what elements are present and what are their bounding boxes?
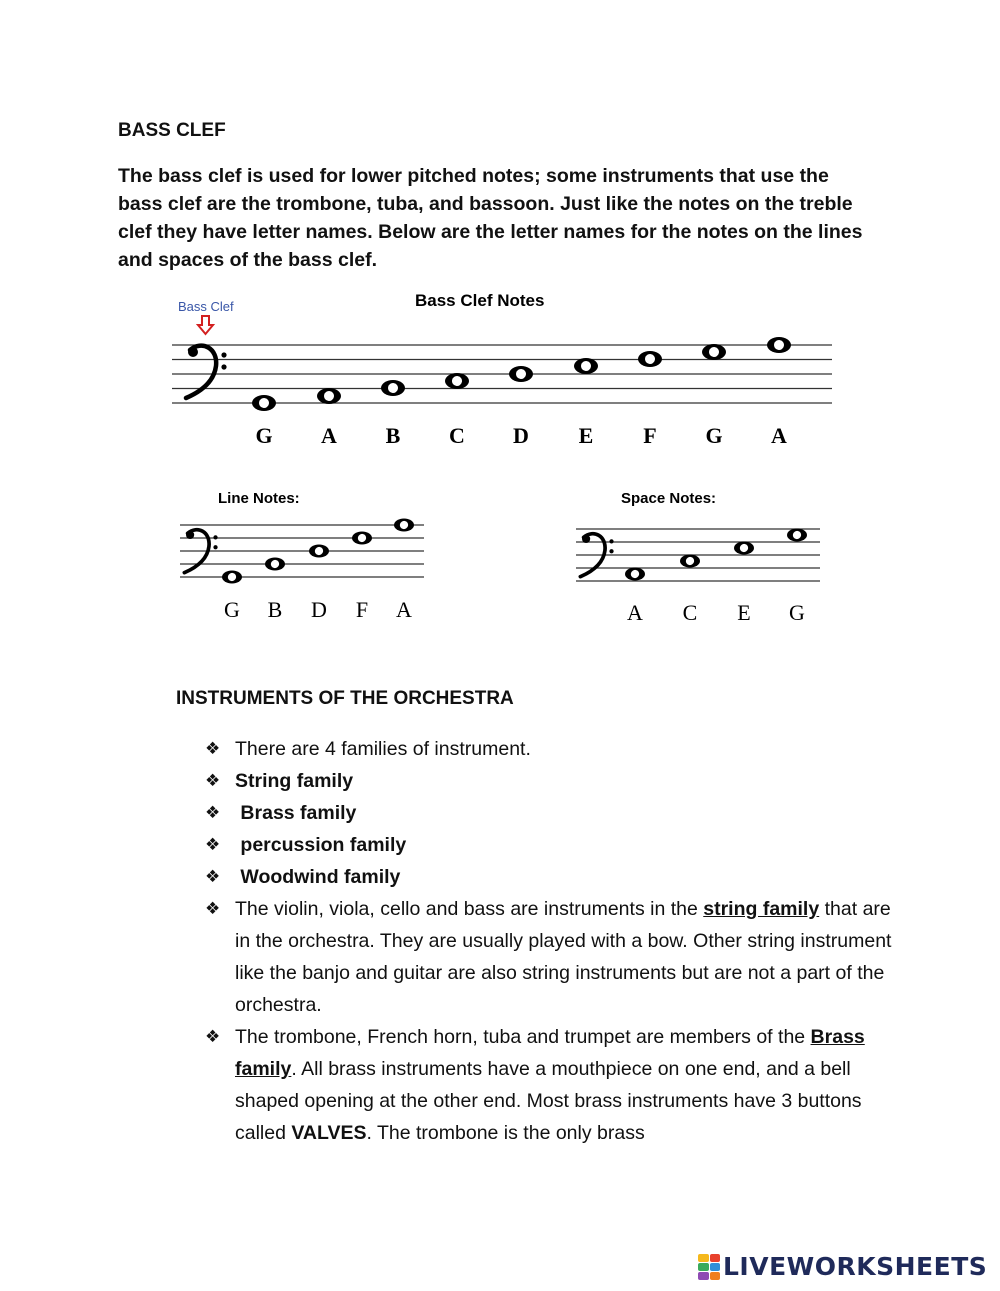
orchestra-heading: INSTRUMENTS OF THE ORCHESTRA — [176, 688, 514, 709]
list-item: ❖ There are 4 families of instrument. — [205, 733, 895, 765]
logo-blocks-icon — [698, 1254, 720, 1280]
orchestra-bullet-list — [205, 733, 895, 1149]
diamond-bullet-icon: ❖ — [205, 1027, 221, 1046]
whole-note-head — [574, 358, 598, 374]
main-note-letter: G — [705, 423, 723, 448]
liveworksheets-logo[interactable] — [698, 1252, 987, 1281]
whole-note-head — [317, 388, 341, 404]
space-note-letter: G — [789, 600, 805, 625]
list-item: ❖ The trombone, French horn, tuba and trumpet are members of the Brass family. All brass instruments have a mouthpiece on one end, and a bell shaped opening at the other end. Most brass instruments have 3 buttons called VALVES. The trombone is the only brass — [205, 1021, 895, 1149]
line-note-letter: A — [396, 597, 412, 622]
brass-family-term: Brass family — [235, 1026, 865, 1080]
bass-clef-icon — [186, 346, 227, 398]
line-note-letter: G — [224, 597, 240, 622]
diamond-bullet-icon: ❖ — [205, 739, 221, 758]
line-notes-title: Line Notes: — [218, 490, 300, 507]
list-item: ❖ The violin, viola, cello and bass are instruments in the string family that are in the orchestra. They are usually played with a bow. Other string instrument like the banjo and guitar are also string instruments but are not a part of the orchestra. — [205, 893, 895, 1021]
list-item: ❖ percussion family — [205, 829, 895, 861]
list-item: ❖ Brass family — [205, 797, 895, 829]
string-family-term: string family — [703, 898, 820, 920]
line-staff-lines — [180, 525, 424, 577]
main-note-letter: B — [385, 423, 401, 448]
space-note-letter: C — [682, 600, 698, 625]
whole-note-head — [734, 542, 754, 555]
intro-text: The bass clef is used for lower pitched notes; some instruments that use the bass clef are the trombone, tuba, and bassoon. Just like the notes on the treble clef they have letter names. Below are the letter names for the notes on the lines and spaces of the bass clef. — [118, 165, 863, 271]
list-item: ❖ String family — [205, 765, 895, 797]
diamond-bullet-icon: ❖ — [205, 835, 221, 854]
whole-note-head — [252, 395, 276, 411]
space-staff-lines — [576, 529, 820, 581]
main-note-letter: G — [255, 423, 273, 448]
valves-term: VALVES — [291, 1122, 367, 1144]
whole-note-head — [509, 366, 533, 382]
line-note-letter: F — [355, 597, 369, 622]
clef-label: Bass Clef — [178, 299, 234, 314]
list-item: ❖ Woodwind family — [205, 861, 895, 893]
diamond-bullet-icon: ❖ — [205, 867, 221, 886]
whole-note-head — [265, 558, 285, 571]
figure-title: Bass Clef Notes — [415, 291, 545, 310]
red-arrow-icon — [198, 316, 213, 334]
whole-note-head — [767, 337, 791, 353]
section-heading-bass-clef: BASS CLEF — [118, 120, 226, 141]
whole-note-head — [394, 519, 414, 532]
main-note-letter: E — [578, 423, 594, 448]
whole-note-head — [352, 532, 372, 545]
main-note-letter: A — [771, 423, 787, 448]
whole-note-head — [445, 373, 469, 389]
whole-note-head — [625, 568, 645, 581]
whole-note-head — [680, 555, 700, 568]
space-note-letter: A — [627, 600, 643, 625]
diamond-bullet-icon: ❖ — [205, 803, 221, 822]
main-note-letter: A — [321, 423, 337, 448]
line-note-letter: B — [267, 597, 283, 622]
main-note-letter: C — [449, 423, 465, 448]
main-note-letter: D — [513, 423, 529, 448]
logo-text: LIVEWORKSHEETS — [723, 1252, 988, 1281]
whole-note-head — [787, 529, 807, 542]
space-notes-title: Space Notes: — [621, 490, 717, 507]
line-note-letter: D — [311, 597, 327, 622]
whole-note-head — [309, 545, 329, 558]
main-staff-lines — [172, 345, 832, 403]
whole-note-head — [381, 380, 405, 396]
whole-note-head — [638, 351, 662, 367]
diamond-bullet-icon: ❖ — [205, 899, 221, 918]
main-note-letter: F — [643, 423, 657, 448]
space-note-letter: E — [737, 600, 751, 625]
diamond-bullet-icon: ❖ — [205, 771, 221, 790]
whole-note-head — [222, 571, 242, 584]
whole-note-head — [702, 344, 726, 360]
